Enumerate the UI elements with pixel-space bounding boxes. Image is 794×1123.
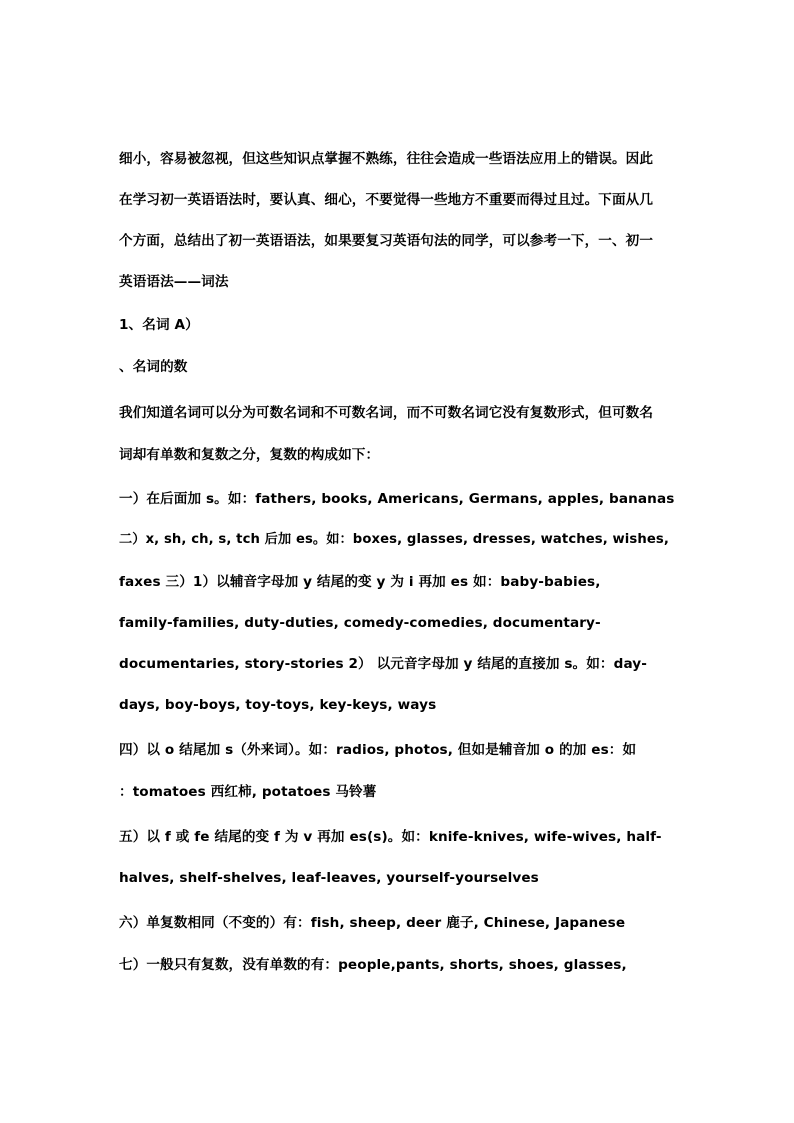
paragraph-line: 英语语法——词法 <box>119 274 229 290</box>
paragraph-line: 个方面，总结出了初一英语语法，如果要复习英语句法的同学，可以参考一下，一、初一 <box>119 233 654 249</box>
paragraph-line: 我们知道名词可以分为可数名词和不可数名词，而不可数名词它没有复数形式，但可数名 <box>119 405 654 421</box>
section-heading: 1、名词 A） <box>119 317 199 333</box>
paragraph-line: 在学习初一英语语法时，要认真、细心，不要觉得一些地方不重要而得过且过。下面从几 <box>119 192 654 208</box>
rule-line: days, boy-boys, toy-toys, key-keys, ways <box>119 697 437 713</box>
rule-line: 六）单复数相同（不变的）有：fish, sheep, deer 鹿子, Chinese, Japanese <box>119 915 626 931</box>
rule-line: 七）一般只有复数，没有单数的有：people,pants, shorts, shoes, glasses, <box>119 957 627 973</box>
rule-line: halves, shelf-shelves, leaf-leaves, yourself-yourselves <box>119 870 539 886</box>
rule-line: ：tomatoes 西红柿, potatoes 马铃薯 <box>119 784 377 800</box>
rule-line: 一）在后面加 s。如：fathers, books, Americans, Germans, apples, bananas <box>119 491 675 507</box>
rule-line: 二）x, sh, ch, s, tch 后加 es。如：boxes, glasses, dresses, watches, wishes, <box>119 532 669 547</box>
paragraph-line: 词却有单数和复数之分，复数的构成如下： <box>119 447 380 463</box>
rule-line: 四）以 o 结尾加 s（外来词）。如：radios, photos, 但如是辅音加 o 的加 es：如 <box>119 742 637 758</box>
paragraph-line: 细小，容易被忽视，但这些知识点掌握不熟练，往往会造成一些语法应用上的错误。因此 <box>119 151 654 167</box>
rule-line: 五）以 f 或 fe 结尾的变 f 为 v 再加 es(s)。如：knife-knives, wife-wives, half- <box>119 829 662 845</box>
rule-line: faxes 三）1）以辅音字母加 y 结尾的变 y 为 i 再加 es 如：baby-babies, <box>119 574 601 590</box>
rule-line: documentaries, story-stories 2） 以元音字母加 y 结尾的直接加 s。如：day- <box>119 656 648 672</box>
subsection-heading: 、名词的数 <box>119 359 188 375</box>
rule-line: family-families, duty-duties, comedy-comedies, documentary- <box>119 615 601 631</box>
